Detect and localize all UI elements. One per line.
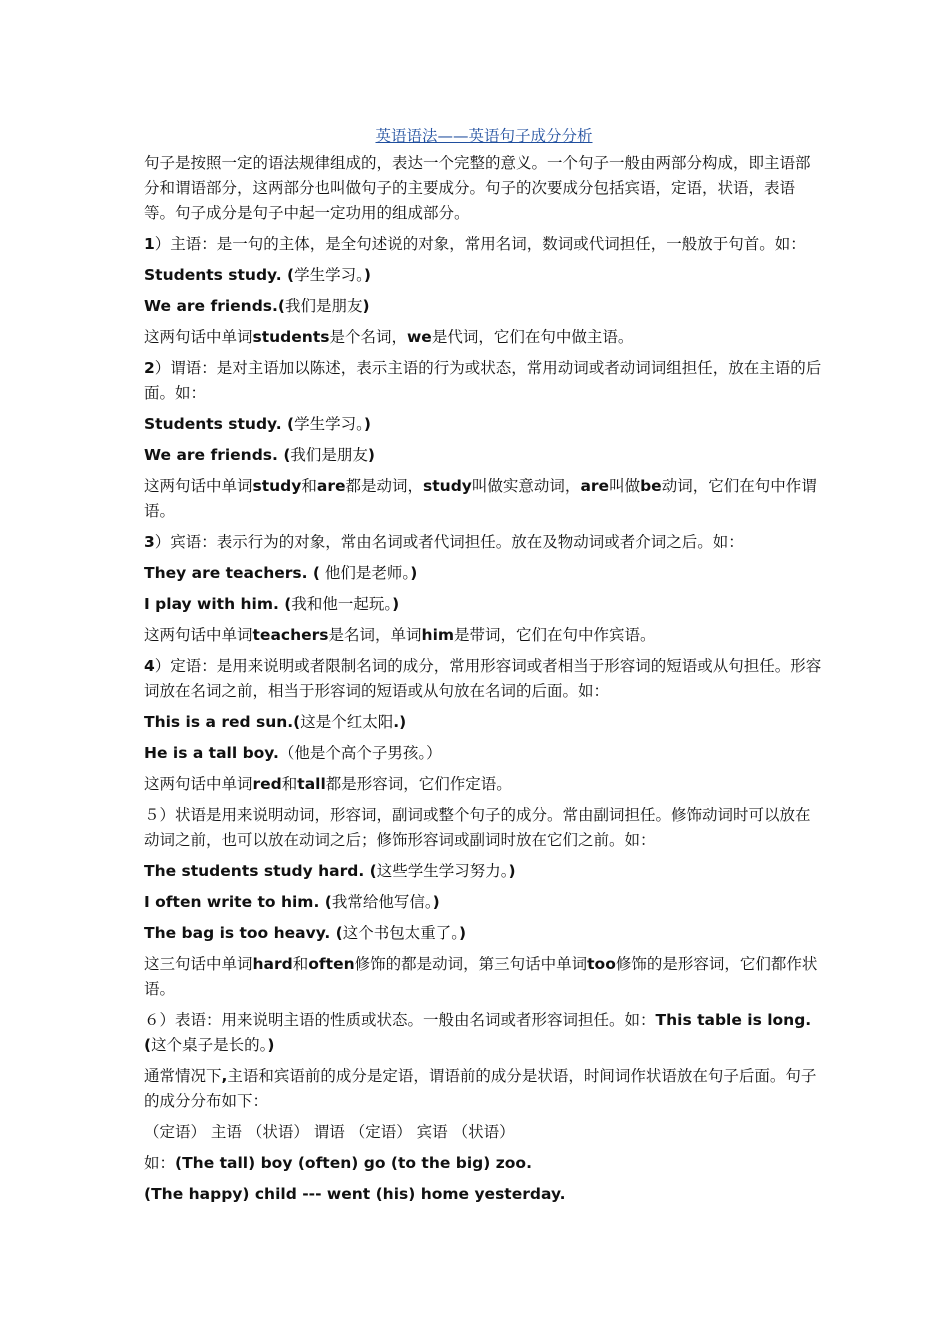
adverbial-definition: ５）状语是用来说明动词，形容词，副词或整个句子的成分。常由副词担任。修饰动词时可以放在动词之前，也可以放在动词之后；修饰形容词或副词时放在它们之前。如： bbox=[144, 806, 811, 849]
attribute-note: 这两句话中单词red和tall都是形容词，它们作定语。 bbox=[144, 775, 512, 793]
object-example-1: They are teachers. ( 他们是老师。) bbox=[144, 564, 418, 582]
predicative-definition: ６）表语：用来说明主语的性质或状态。一般由名词或者形容词担任。如：This table is long. (这个桌子是长的。) bbox=[144, 1011, 812, 1054]
subject-example-1: Students study. (学生学习。) bbox=[144, 266, 371, 284]
attribute-example-2: He is a tall boy.（他是个高个子男孩。） bbox=[144, 744, 442, 762]
page-title[interactable]: 英语语法——英语句子成分分析 bbox=[375, 127, 593, 145]
intro-paragraph: 句子是按照一定的语法规律组成的，表达一个完整的意义。一个句子一般由两部分构成，即主语部分和谓语部分，这两部分也叫做句子的主要成分。句子的次要成分包括宾语，定语，状语，表语等。句子成分是句子中起一定功用的组成部分。 bbox=[144, 154, 811, 222]
predicate-example-1: Students study. (学生学习。) bbox=[144, 415, 371, 433]
predicate-note: 这两句话中单词study和are都是动词，study叫做实意动词，are叫做be动词，它们在句中作谓语。 bbox=[144, 477, 817, 520]
attribute-example-1: This is a red sun.(这是个红太阳.) bbox=[144, 713, 407, 731]
final-example-2: (The happy) child --- went (his) home yesterday. bbox=[144, 1185, 566, 1203]
subject-note: 这两句话中单词students是个名词，we是代词，它们在句中做主语。 bbox=[144, 328, 634, 346]
document-page bbox=[144, 124, 824, 1213]
adverbial-note: 这三句话中单词hard和often修饰的都是动词，第三句话中单词too修饰的是形容词，它们都作状语。 bbox=[144, 955, 818, 998]
subject-example-2: We are friends.(我们是朋友) bbox=[144, 297, 370, 315]
final-example-1: 如：(The tall) boy (often) go (to the big) zoo. bbox=[144, 1154, 532, 1172]
attribute-definition: 4）定语：是用来说明或者限制名词的成分，常用形容词或者相当于形容词的短语或从句担任。形容词放在名词之前，相当于形容词的短语或从句放在名词的后面。如： bbox=[144, 657, 822, 700]
adverbial-example-1: The students study hard. (这些学生学习努力。) bbox=[144, 862, 516, 880]
predicate-example-2: We are friends. (我们是朋友) bbox=[144, 446, 376, 464]
object-example-2: I play with him. (我和他一起玩。) bbox=[144, 595, 400, 613]
object-note: 这两句话中单词teachers是名词，单词him是带词，它们在句中作宾语。 bbox=[144, 626, 656, 644]
sentence-pattern: （定语） 主语 （状语） 谓语 （定语） 宾语 （状语） bbox=[144, 1123, 515, 1141]
summary-paragraph: 通常情况下,主语和宾语前的成分是定语，谓语前的成分是状语，时间词作状语放在句子后面。句子的成分分布如下： bbox=[144, 1067, 817, 1110]
subject-definition: 1）主语：是一句的主体，是全句述说的对象，常用名词，数词或代词担任，一般放于句首。如： bbox=[144, 235, 806, 253]
object-definition: 3）宾语：表示行为的对象，常由名词或者代词担任。放在及物动词或者介词之后。如： bbox=[144, 533, 744, 551]
adverbial-example-3: The bag is too heavy. (这个书包太重了。) bbox=[144, 924, 467, 942]
predicate-definition: 2）谓语：是对主语加以陈述，表示主语的行为或状态，常用动词或者动词词组担任，放在主语的后面。如： bbox=[144, 359, 822, 402]
adverbial-example-2: I often write to him. (我常给他写信。) bbox=[144, 893, 440, 911]
